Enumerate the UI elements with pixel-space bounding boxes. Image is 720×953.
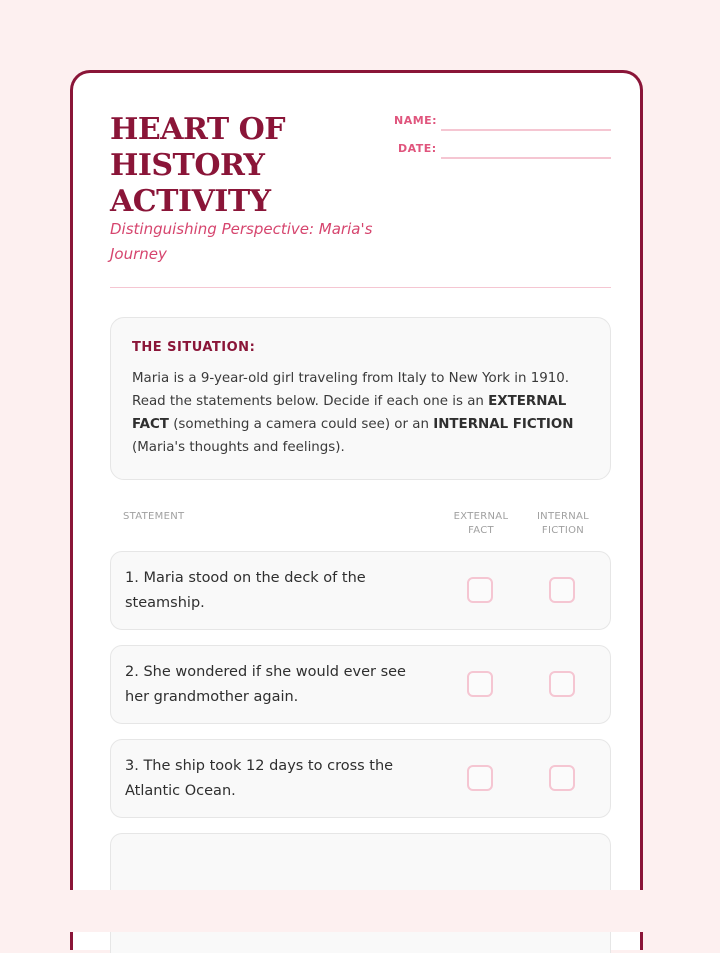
situation-text-2: (something a camera could see) or an: [168, 417, 434, 432]
page-subtitle: Distinguishing Perspective: Maria's Journey: [110, 220, 373, 263]
situation-text-1: Maria is a 9-year-old girl traveling from Italy to New York in 1910. Read the statements below. Decide if each one is an: [132, 371, 570, 409]
page-title: HEART OF HISTORY ACTIVITY: [110, 112, 286, 219]
date-field[interactable]: [441, 157, 611, 159]
statement-row: [110, 645, 611, 724]
term-external-fact: EXTERNAL FACT: [132, 394, 567, 432]
page-bottom-background: [0, 890, 720, 932]
column-header-statement: STATEMENT: [123, 511, 185, 522]
name-label: NAME:: [394, 114, 438, 127]
statement-text: 1. Maria stood on the deck of the steamship.: [125, 570, 366, 611]
worksheet-card: [70, 70, 643, 950]
column-header-internal: INTERNAL FICTION: [536, 511, 590, 536]
term-internal-fiction: INTERNAL FICTION: [433, 417, 574, 432]
date-label: DATE:: [398, 142, 437, 155]
statement-row: [110, 551, 611, 630]
external-fact-checkbox[interactable]: [467, 671, 493, 697]
internal-fiction-checkbox[interactable]: [549, 577, 575, 603]
internal-fiction-checkbox[interactable]: [549, 671, 575, 697]
statement-row: [110, 739, 611, 818]
column-header-external: EXTERNAL FACT: [453, 511, 509, 536]
header-divider: [110, 287, 611, 288]
external-fact-checkbox[interactable]: [467, 577, 493, 603]
situation-heading: THE SITUATION:: [132, 340, 256, 355]
external-fact-checkbox[interactable]: [467, 765, 493, 791]
statement-text: 2. She wondered if she would ever see her grandmother again.: [125, 664, 406, 705]
situation-text: [132, 367, 594, 459]
internal-fiction-checkbox[interactable]: [549, 765, 575, 791]
name-field[interactable]: [441, 129, 611, 131]
situation-text-3: (Maria's thoughts and feelings).: [132, 440, 345, 455]
statement-text: 3. The ship took 12 days to cross the Atlantic Ocean.: [125, 758, 394, 799]
situation-box: [110, 317, 611, 480]
